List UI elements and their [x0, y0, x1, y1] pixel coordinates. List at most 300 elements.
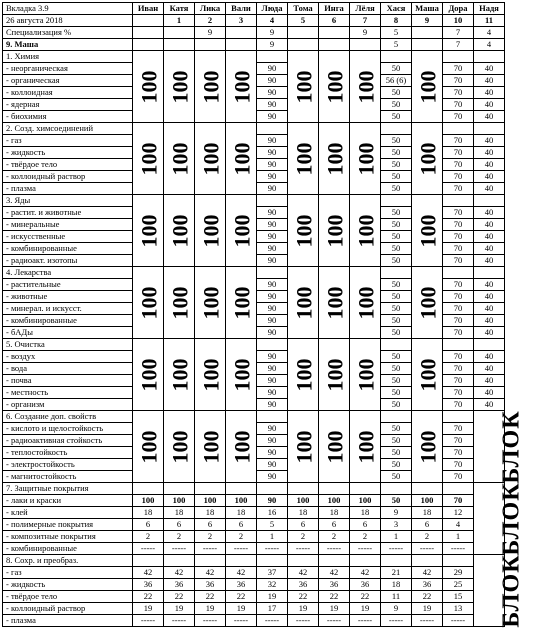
value-cell: 2 — [412, 531, 443, 543]
value-cell: ----- — [133, 543, 164, 555]
big-value-text: 100 — [229, 430, 255, 463]
value-cell: 18 — [226, 507, 257, 519]
value-cell: ----- — [226, 543, 257, 555]
big-value-text: 100 — [291, 214, 317, 247]
big-value-cell — [350, 51, 381, 123]
value-cell: ----- — [350, 615, 381, 627]
value-col-11: 40 — [474, 315, 505, 327]
value-cell: 6 — [412, 519, 443, 531]
value-col-10: 70 — [443, 399, 474, 411]
section-item-row — [3, 603, 505, 615]
big-value-text: 100 — [291, 430, 317, 463]
item-label: - лаки и краски — [3, 495, 133, 507]
value-cell: 100 — [226, 495, 257, 507]
value-cell: 37 — [257, 567, 288, 579]
section-title: 7. Защитные покрытия — [3, 483, 133, 495]
big-value-cell — [133, 267, 164, 339]
value-col-10: 70 — [443, 219, 474, 231]
big-value-text: 100 — [322, 286, 348, 319]
value-col-11: 40 — [474, 87, 505, 99]
value-col-11: 40 — [474, 387, 505, 399]
column-number-5: 5 — [288, 15, 319, 27]
value-cell: 22 — [133, 591, 164, 603]
value-col-4: 90 — [257, 363, 288, 375]
value-cell: 5 — [257, 519, 288, 531]
section-item-row — [3, 519, 505, 531]
section-title: 2. Созд. химсоединений — [3, 123, 133, 135]
item-label: - коллоидный раствор — [3, 171, 133, 183]
big-value-cell — [288, 267, 319, 339]
value-cell: 1 — [257, 531, 288, 543]
item-label: - жидкость — [3, 147, 133, 159]
big-value-cell — [319, 123, 350, 195]
value-col-10: 70 — [443, 75, 474, 87]
value-cell: 100 — [164, 495, 195, 507]
value-cell: 2 — [164, 531, 195, 543]
big-value-text: 100 — [198, 70, 224, 103]
value-col-8: 50 — [381, 135, 412, 147]
section-title: 3. Яды — [3, 195, 133, 207]
section-item-row — [3, 567, 505, 579]
big-value-text: 100 — [415, 430, 441, 463]
value-col-10: 70 — [443, 183, 474, 195]
item-label: - электростойкость — [3, 459, 133, 471]
value-cell: ----- — [350, 543, 381, 555]
value-cell: 6 — [133, 519, 164, 531]
value-col-4: 90 — [257, 399, 288, 411]
blok-cell — [474, 409, 525, 484]
value-col-11: 40 — [474, 303, 505, 315]
value-cell: ----- — [412, 615, 443, 627]
section-title-row — [3, 195, 505, 207]
item-label: - комбинированные — [3, 315, 133, 327]
value-cell: 19 — [164, 603, 195, 615]
doc-title: Вкладка 3.9 — [3, 3, 133, 15]
value-cell: ----- — [412, 543, 443, 555]
value-cell: 6 — [350, 519, 381, 531]
big-value-text: 100 — [415, 286, 441, 319]
value-cell: 36 — [288, 579, 319, 591]
section-item-row — [3, 591, 505, 603]
value-col-10: 70 — [443, 207, 474, 219]
value-cell: ----- — [319, 543, 350, 555]
value-col-8: 50 — [381, 399, 412, 411]
big-value-cell — [164, 339, 195, 411]
value-col-8: 50 — [381, 231, 412, 243]
value-cell: 42 — [164, 567, 195, 579]
section-title: 5. Очистка — [3, 339, 133, 351]
big-value-text: 100 — [229, 214, 255, 247]
section-title-row — [3, 51, 505, 63]
value-cell: 100 — [412, 495, 443, 507]
value-col-10: 70 — [443, 315, 474, 327]
big-value-text: 100 — [322, 358, 348, 391]
section-title-row — [3, 123, 505, 135]
value-cell: 18 — [164, 507, 195, 519]
big-value-cell — [226, 339, 257, 411]
value-col-10: 70 — [443, 303, 474, 315]
value-col-8: 50 — [381, 183, 412, 195]
value-col-8: 50 — [381, 423, 412, 435]
big-value-text: 100 — [229, 286, 255, 319]
value-cell: 22 — [350, 591, 381, 603]
value-col-8: 50 — [381, 147, 412, 159]
value-col-10: 70 — [443, 159, 474, 171]
empty-cell — [133, 483, 164, 495]
blok-cell — [474, 553, 525, 628]
value-col-10: 70 — [443, 111, 474, 123]
empty-cell — [443, 267, 474, 279]
value-col-10: 70 — [443, 459, 474, 471]
big-value-cell — [350, 123, 381, 195]
value-col-8: 50 — [381, 315, 412, 327]
column-number-10: 10 — [443, 15, 474, 27]
value-col-4: 90 — [257, 87, 288, 99]
value-col-8: 50 — [381, 471, 412, 483]
value-cell: 22 — [164, 591, 195, 603]
value-cell: ----- — [133, 615, 164, 627]
big-value-cell — [412, 51, 443, 123]
value-col-10: 70 — [443, 87, 474, 99]
value-cell: 36 — [195, 579, 226, 591]
value-cell: 2 — [226, 531, 257, 543]
value-col-8: 50 — [381, 351, 412, 363]
empty-cell — [288, 555, 319, 567]
value-cell: 2 — [319, 531, 350, 543]
item-label: - газ — [3, 135, 133, 147]
empty-cell — [257, 411, 288, 423]
value-cell: 100 — [319, 495, 350, 507]
specialization-table — [2, 2, 525, 628]
big-value-cell — [412, 123, 443, 195]
empty-cell — [257, 483, 288, 495]
big-value-cell — [319, 51, 350, 123]
empty-cell — [257, 195, 288, 207]
empty-cell — [164, 483, 195, 495]
value-cell: 42 — [350, 567, 381, 579]
value-cell: 4 — [443, 519, 474, 531]
value-col-8: 56 (6) — [381, 75, 412, 87]
value-cell: ----- — [164, 615, 195, 627]
masha-row — [3, 39, 505, 51]
spec-value — [412, 27, 443, 39]
spec-value: 9 — [350, 27, 381, 39]
value-col-10: 70 — [443, 171, 474, 183]
item-label: - теплостойкость — [3, 447, 133, 459]
section-title: 6. Создание доп. свойств — [3, 411, 133, 423]
empty-cell — [412, 483, 443, 495]
section-item-row — [3, 579, 505, 591]
section-title-row — [3, 483, 505, 495]
value-cell: 42 — [226, 567, 257, 579]
value-cell: 22 — [226, 591, 257, 603]
masha-value: 4 — [474, 39, 505, 51]
empty-cell — [350, 483, 381, 495]
value-cell: 22 — [195, 591, 226, 603]
empty-cell — [443, 51, 474, 63]
blok-text: БЛОК — [498, 553, 525, 628]
value-col-11: 40 — [474, 135, 505, 147]
column-number-2: 2 — [195, 15, 226, 27]
column-number-8: 8 — [381, 15, 412, 27]
value-col-10: 70 — [443, 63, 474, 75]
big-value-text: 100 — [415, 214, 441, 247]
empty-cell — [257, 339, 288, 351]
value-cell: 6 — [226, 519, 257, 531]
big-value-text: 100 — [229, 70, 255, 103]
value-col-11: 40 — [474, 291, 505, 303]
spec-value: 9 — [257, 27, 288, 39]
empty-cell — [195, 483, 226, 495]
masha-value — [412, 39, 443, 51]
value-col-8: 50 — [381, 99, 412, 111]
column-number-11: 11 — [474, 15, 505, 27]
item-label: - твёрдое тело — [3, 591, 133, 603]
blok-text: БЛОК — [498, 481, 525, 556]
value-col-10: 70 — [443, 435, 474, 447]
empty-cell — [195, 555, 226, 567]
value-col-11: 40 — [474, 219, 505, 231]
value-col-11: 40 — [474, 183, 505, 195]
item-label: - плазма — [3, 615, 133, 627]
value-cell: ----- — [381, 543, 412, 555]
value-col-11: 40 — [474, 63, 505, 75]
value-col-11: 40 — [474, 231, 505, 243]
empty-cell — [381, 267, 412, 279]
value-col-10: 70 — [443, 291, 474, 303]
value-cell: 42 — [288, 567, 319, 579]
value-cell: 100 — [195, 495, 226, 507]
value-cell: 19 — [350, 603, 381, 615]
value-col-8: 50 — [381, 171, 412, 183]
value-cell: 22 — [288, 591, 319, 603]
item-label: - воздух — [3, 351, 133, 363]
value-cell: ----- — [257, 615, 288, 627]
value-cell: 36 — [164, 579, 195, 591]
value-col-11: 40 — [474, 147, 505, 159]
value-col-8: 50 — [381, 459, 412, 471]
item-label: - клей — [3, 507, 133, 519]
value-col-8: 50 — [381, 447, 412, 459]
value-cell: 19 — [288, 603, 319, 615]
value-col-4: 90 — [257, 423, 288, 435]
value-col-4: 90 — [257, 471, 288, 483]
item-label: - минеральные — [3, 219, 133, 231]
value-cell: ----- — [164, 543, 195, 555]
item-label: - минерал. и искусст. — [3, 303, 133, 315]
spec-value — [164, 27, 195, 39]
value-cell: 36 — [412, 579, 443, 591]
value-cell: 32 — [257, 579, 288, 591]
item-label: - органическая — [3, 75, 133, 87]
item-label: - неорганическая — [3, 63, 133, 75]
big-value-text: 100 — [415, 142, 441, 175]
value-cell: 6 — [195, 519, 226, 531]
column-number-0 — [133, 15, 164, 27]
value-col-10: 70 — [443, 147, 474, 159]
value-cell: 19 — [226, 603, 257, 615]
value-col-4: 90 — [257, 231, 288, 243]
big-value-cell — [164, 123, 195, 195]
value-cell: ----- — [195, 615, 226, 627]
value-col-8: 50 — [381, 243, 412, 255]
item-label: - животные — [3, 291, 133, 303]
column-name-5: Тома — [288, 3, 319, 15]
value-col-10: 70 — [443, 231, 474, 243]
value-col-4: 90 — [257, 291, 288, 303]
value-col-8: 50 — [381, 111, 412, 123]
big-value-cell — [288, 51, 319, 123]
big-value-text: 100 — [198, 430, 224, 463]
empty-cell — [257, 267, 288, 279]
empty-cell — [381, 51, 412, 63]
value-cell: 2 — [133, 531, 164, 543]
big-value-text: 100 — [353, 286, 379, 319]
item-label: - бАДы — [3, 327, 133, 339]
big-value-text: 100 — [229, 142, 255, 175]
value-col-4: 90 — [257, 99, 288, 111]
big-value-text: 100 — [167, 286, 193, 319]
header-numbers-row — [3, 15, 505, 27]
big-value-text: 100 — [167, 70, 193, 103]
value-cell: 42 — [133, 567, 164, 579]
value-col-4: 90 — [257, 63, 288, 75]
big-value-cell — [350, 411, 381, 483]
value-col-10: 70 — [443, 363, 474, 375]
empty-cell — [257, 123, 288, 135]
big-value-text: 100 — [136, 214, 162, 247]
big-value-cell — [133, 123, 164, 195]
value-col-8: 50 — [381, 303, 412, 315]
value-col-11: 40 — [474, 171, 505, 183]
item-label: - местность — [3, 387, 133, 399]
value-col-11: 40 — [474, 399, 505, 411]
item-label: - ядерная — [3, 99, 133, 111]
big-value-text: 100 — [322, 142, 348, 175]
big-value-cell — [164, 411, 195, 483]
big-value-cell — [319, 267, 350, 339]
value-cell: 90 — [257, 495, 288, 507]
value-cell: 25 — [443, 579, 474, 591]
value-col-8: 50 — [381, 87, 412, 99]
value-col-11: 40 — [474, 99, 505, 111]
value-cell: 6 — [164, 519, 195, 531]
empty-cell — [381, 411, 412, 423]
spec-value: 4 — [474, 27, 505, 39]
column-name-11: Надя — [474, 3, 505, 15]
value-cell: ----- — [443, 615, 474, 627]
empty-cell — [164, 555, 195, 567]
value-cell: 2 — [195, 531, 226, 543]
value-cell: 36 — [133, 579, 164, 591]
value-col-11: 40 — [474, 327, 505, 339]
value-col-10: 70 — [443, 135, 474, 147]
empty-cell — [474, 123, 505, 135]
value-cell: 21 — [381, 567, 412, 579]
value-cell: 18 — [195, 507, 226, 519]
empty-cell — [381, 339, 412, 351]
value-cell: 18 — [319, 507, 350, 519]
masha-value — [164, 39, 195, 51]
section-item-row — [3, 507, 505, 519]
column-number-3: 3 — [226, 15, 257, 27]
value-cell: 19 — [195, 603, 226, 615]
spec-label: Специализация % — [3, 27, 133, 39]
masha-value — [133, 39, 164, 51]
value-col-4: 90 — [257, 255, 288, 267]
value-cell: ----- — [226, 615, 257, 627]
value-col-11: 40 — [474, 351, 505, 363]
value-cell: 12 — [443, 507, 474, 519]
column-name-1: Катя — [164, 3, 195, 15]
empty-cell — [226, 555, 257, 567]
value-col-8: 50 — [381, 435, 412, 447]
value-col-4: 90 — [257, 183, 288, 195]
value-col-8: 50 — [381, 207, 412, 219]
blok-cell — [474, 481, 525, 556]
empty-cell — [443, 123, 474, 135]
value-col-8: 50 — [381, 291, 412, 303]
item-label: - комбинированные — [3, 543, 133, 555]
empty-cell — [381, 123, 412, 135]
column-name-0: Иван — [133, 3, 164, 15]
column-name-4: Люда — [257, 3, 288, 15]
spec-value — [133, 27, 164, 39]
value-cell: 19 — [412, 603, 443, 615]
column-number-1: 1 — [164, 15, 195, 27]
value-col-11: 40 — [474, 255, 505, 267]
empty-cell — [350, 555, 381, 567]
big-value-text: 100 — [291, 70, 317, 103]
big-value-cell — [133, 51, 164, 123]
big-value-cell — [319, 411, 350, 483]
big-value-text: 100 — [167, 214, 193, 247]
big-value-cell — [195, 195, 226, 267]
column-name-6: Инга — [319, 3, 350, 15]
item-label: - растительные — [3, 279, 133, 291]
big-value-text: 100 — [198, 286, 224, 319]
item-label: - полимерные покрытия — [3, 519, 133, 531]
value-col-4: 90 — [257, 459, 288, 471]
value-cell: 15 — [443, 591, 474, 603]
big-value-cell — [350, 267, 381, 339]
value-col-11: 40 — [474, 111, 505, 123]
item-label: - кислото и щелостойкость — [3, 423, 133, 435]
big-value-text: 100 — [415, 358, 441, 391]
value-col-10: 70 — [443, 387, 474, 399]
value-cell: 6 — [288, 519, 319, 531]
empty-cell — [474, 267, 505, 279]
big-value-text: 100 — [322, 70, 348, 103]
big-value-text: 100 — [291, 286, 317, 319]
value-cell: ----- — [288, 615, 319, 627]
value-col-11: 40 — [474, 243, 505, 255]
big-value-cell — [164, 51, 195, 123]
item-label: - магнитостойкость — [3, 471, 133, 483]
value-cell: 42 — [319, 567, 350, 579]
empty-cell — [443, 195, 474, 207]
value-col-10: 70 — [443, 255, 474, 267]
masha-value — [226, 39, 257, 51]
big-value-text: 100 — [167, 142, 193, 175]
value-col-10: 70 — [443, 471, 474, 483]
section-title-row — [3, 411, 505, 423]
big-value-cell — [412, 411, 443, 483]
section-title-row — [3, 339, 505, 351]
big-value-text: 100 — [136, 430, 162, 463]
big-value-cell — [288, 195, 319, 267]
value-col-8: 50 — [381, 159, 412, 171]
